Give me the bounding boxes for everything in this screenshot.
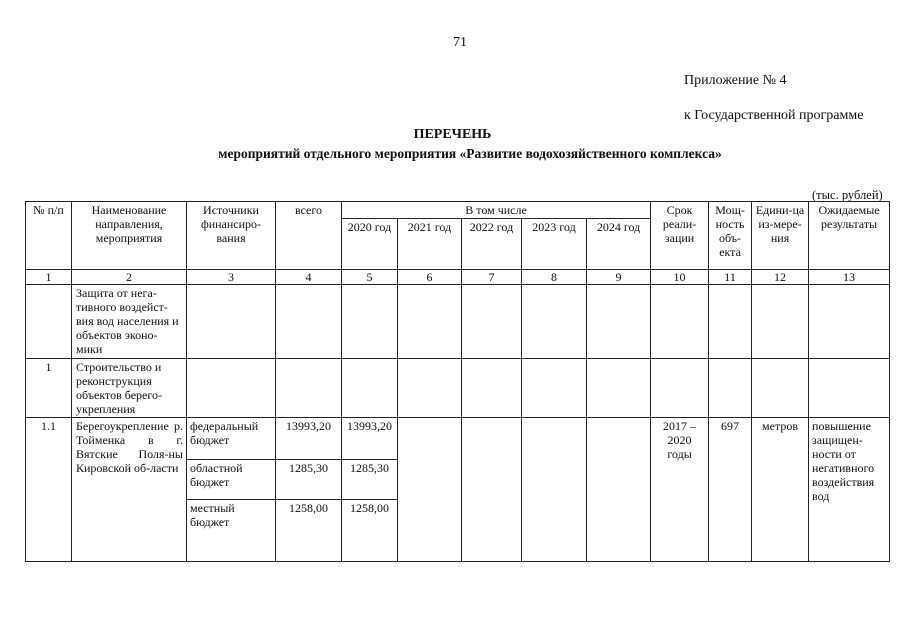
funding-source: областной бюджет	[187, 460, 276, 500]
column-number: 6	[398, 270, 462, 285]
header-unit: Едини-ца из-мере-ния	[752, 202, 809, 270]
group-name: Строительство и реконструкция объектов берего-укрепления	[72, 359, 187, 418]
header-year: 2023 год	[522, 219, 587, 270]
header-capacity: Мощ-ность объ-екта	[709, 202, 752, 270]
header-year: 2022 год	[462, 219, 522, 270]
item-num: 1.1	[26, 418, 72, 562]
header-num: № п/п	[26, 202, 72, 270]
column-number: 13	[809, 270, 890, 285]
header-sources: Источники финансиро-вания	[187, 202, 276, 270]
funding-2020: 1258,00	[342, 500, 398, 562]
column-number: 5	[342, 270, 398, 285]
header-results: Ожидаемые результаты	[809, 202, 890, 270]
appendix-subtitle: к Государственной программе	[684, 108, 864, 123]
header-row-1	[26, 202, 890, 219]
column-number: 10	[651, 270, 709, 285]
units-note: (тыс. рублей)	[812, 188, 883, 202]
funding-2020: 13993,20	[342, 418, 398, 460]
item-row-federal	[26, 418, 890, 460]
header-year: 2020 год	[342, 219, 398, 270]
appendix-title: Приложение № 4	[684, 73, 787, 88]
column-numbers-row	[26, 270, 890, 285]
header-term: Срок реали-зации	[651, 202, 709, 270]
measures-table	[25, 201, 890, 562]
group-num: 1	[26, 359, 72, 418]
column-number: 11	[709, 270, 752, 285]
funding-total: 1285,30	[276, 460, 342, 500]
item-name: Берегоукрепление р. Тойменка в г. Вятские Поля-ны Кировской об-ласти	[72, 418, 187, 562]
document-subtitle: мероприятий отдельного мероприятия «Развитие водохозяйственного комплекса»	[218, 146, 722, 161]
document-title: ПЕРЕЧЕНЬ	[413, 127, 492, 142]
column-number: 12	[752, 270, 809, 285]
section-row	[26, 285, 890, 359]
header-year: 2024 год	[587, 219, 651, 270]
funding-source: местный бюджет	[187, 500, 276, 562]
item-results: повышение защищен-ности от негативного воздействия вод	[809, 418, 890, 562]
funding-2020: 1285,30	[342, 460, 398, 500]
funding-total: 13993,20	[276, 418, 342, 460]
column-number: 8	[522, 270, 587, 285]
header-year: 2021 год	[398, 219, 462, 270]
column-number: 3	[187, 270, 276, 285]
section-name: Защита от нега-тивного воздейст-вия вод населения и объектов эконо-мики	[72, 285, 187, 359]
header-name: Наименование направления, мероприятия	[72, 202, 187, 270]
item-capacity: 697	[709, 418, 752, 562]
column-number: 4	[276, 270, 342, 285]
column-number: 2	[72, 270, 187, 285]
funding-source: федеральный бюджет	[187, 418, 276, 460]
column-number: 1	[26, 270, 72, 285]
funding-total: 1258,00	[276, 500, 342, 562]
item-term: 2017 – 2020 годы	[651, 418, 709, 562]
group-row	[26, 359, 890, 418]
item-unit: метров	[752, 418, 809, 562]
page-number: 71	[453, 35, 467, 50]
column-number: 7	[462, 270, 522, 285]
header-total: всего	[276, 202, 342, 270]
header-including: В том числе	[342, 202, 651, 219]
column-number: 9	[587, 270, 651, 285]
